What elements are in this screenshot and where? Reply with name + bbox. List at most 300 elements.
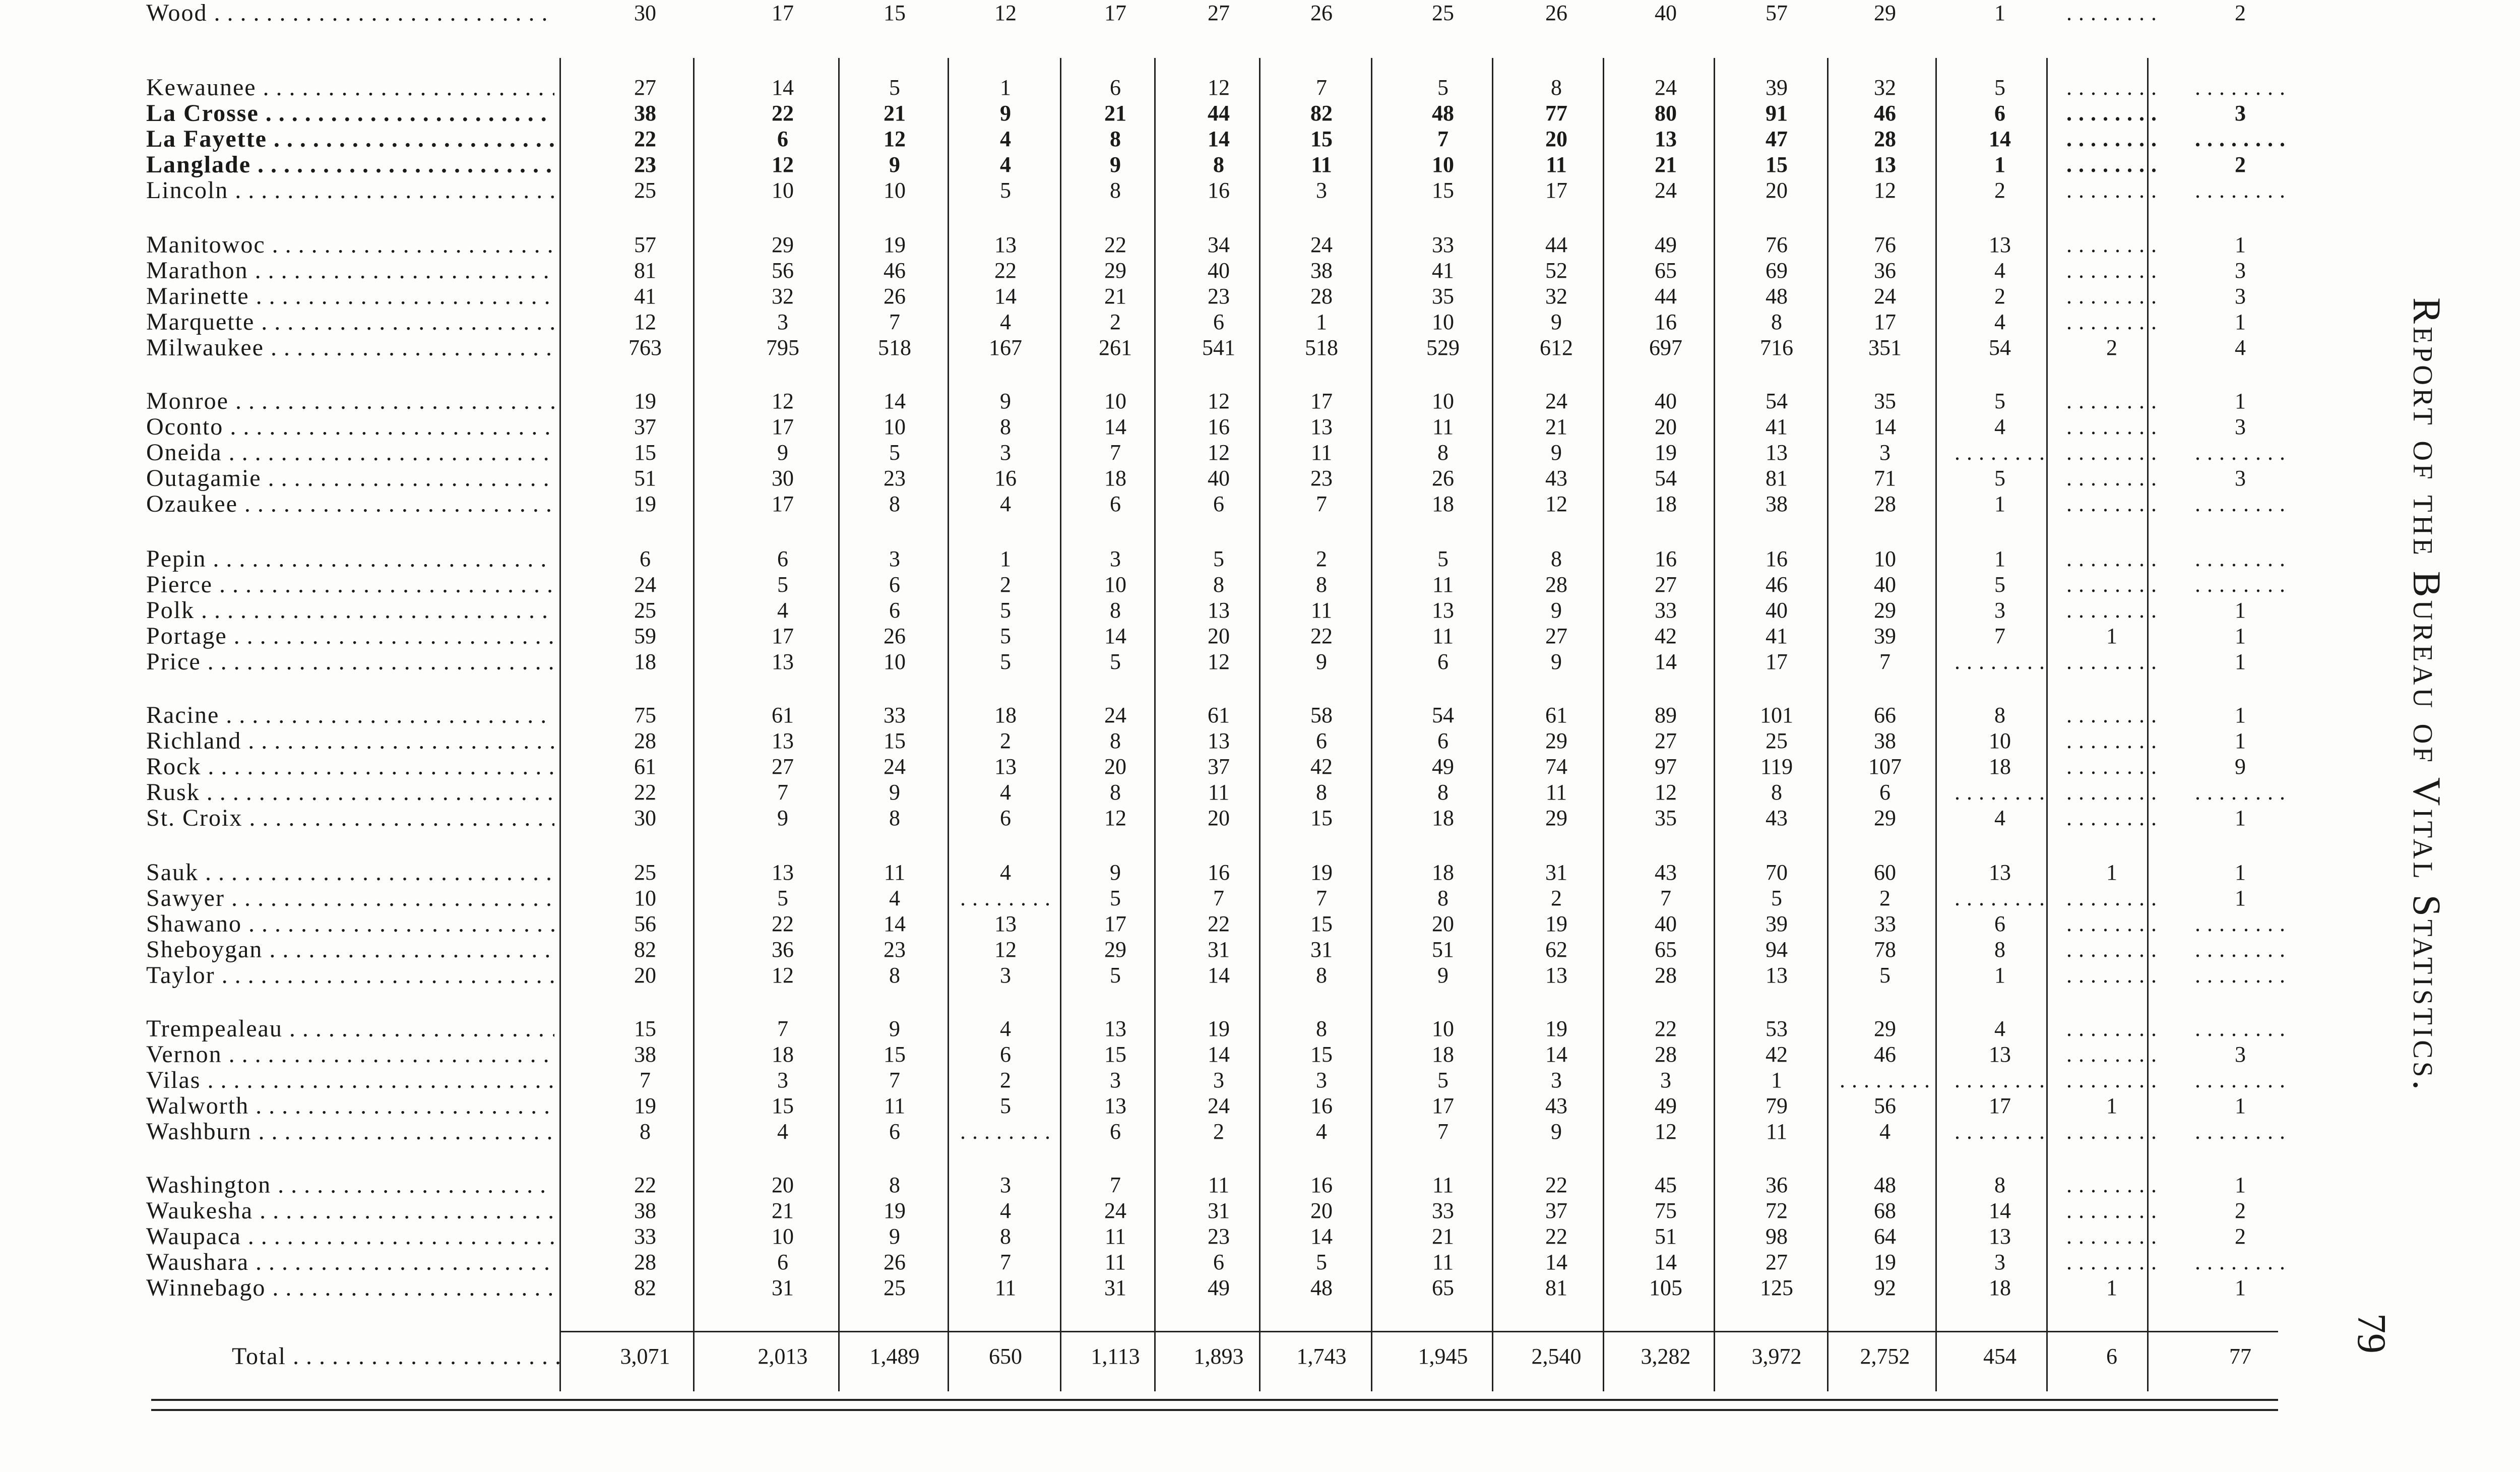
county-name: Langlade . . . bbox=[146, 152, 554, 178]
table-cell: . . . . . . . . bbox=[2195, 492, 2286, 516]
table-cell: 40 bbox=[1766, 598, 1788, 623]
table-cell: . . . . . . . . bbox=[2066, 886, 2157, 910]
table-cell: 17 bbox=[1766, 649, 1788, 674]
table-cell: . . . . . . . . bbox=[2066, 492, 2157, 516]
total-cell: 2,540 bbox=[1531, 1344, 1582, 1369]
table-cell: 1 bbox=[1994, 1, 2005, 25]
table-cell: 51 bbox=[1655, 1224, 1677, 1249]
table-cell: 54 bbox=[1766, 389, 1788, 413]
table-cell: 19 bbox=[884, 1198, 906, 1223]
table-cell: 80 bbox=[1655, 101, 1677, 126]
table-cell: 36 bbox=[1874, 258, 1896, 283]
table-cell: 17 bbox=[772, 1, 794, 25]
table-cell: 65 bbox=[1432, 1275, 1454, 1300]
county-name: Outagamie . . . bbox=[146, 465, 554, 492]
table-cell: 75 bbox=[1655, 1198, 1677, 1223]
table-cell: 12 bbox=[1655, 780, 1677, 805]
table-cell: 27 bbox=[772, 754, 794, 779]
table-cell: 10 bbox=[1874, 546, 1896, 571]
table-cell: 5 bbox=[1771, 886, 1782, 910]
table-cell: 77 bbox=[1545, 101, 1567, 126]
table-cell: 44 bbox=[1208, 101, 1230, 126]
table-cell: 10 bbox=[1432, 1016, 1454, 1041]
table-cell: 15 bbox=[1310, 1042, 1333, 1067]
table-cell: 13 bbox=[1432, 598, 1454, 623]
table-cell: 20 bbox=[1655, 414, 1677, 439]
table-cell: 16 bbox=[1208, 178, 1230, 203]
table-cell: 10 bbox=[884, 178, 906, 203]
total-cell: 1,113 bbox=[1091, 1344, 1140, 1369]
table-cell: 51 bbox=[1432, 937, 1454, 962]
table-cell: . . . . . . . . bbox=[2066, 1173, 2157, 1197]
table-cell: 6 bbox=[640, 546, 651, 571]
bottom-double-rule-bottom bbox=[151, 1409, 2278, 1411]
table-cell: 33 bbox=[1432, 232, 1454, 257]
table-cell: 4 bbox=[1000, 780, 1011, 805]
table-cell: 24 bbox=[1310, 232, 1333, 257]
table-cell: 11 bbox=[1432, 414, 1454, 439]
table-cell: 97 bbox=[1655, 754, 1677, 779]
county-name: Monroe . . . bbox=[146, 388, 554, 414]
table-cell: . . . . . . . . bbox=[2195, 937, 2286, 962]
table-cell: 5 bbox=[1437, 75, 1448, 100]
county-name: Marquette . . . bbox=[146, 309, 554, 335]
table-cell: 12 bbox=[772, 963, 794, 988]
table-cell: 59 bbox=[634, 624, 656, 648]
table-cell: 15 bbox=[772, 1093, 794, 1118]
table-cell: 25 bbox=[634, 178, 656, 203]
table-cell: 11 bbox=[1310, 440, 1333, 465]
table-cell: 15 bbox=[1310, 911, 1333, 936]
table-cell: 37 bbox=[1208, 754, 1230, 779]
table-cell: 4 bbox=[1879, 1119, 1891, 1144]
table-cell: 42 bbox=[1766, 1042, 1788, 1067]
county-name: Vernon . . . bbox=[146, 1041, 554, 1068]
table-cell: 17 bbox=[1545, 178, 1567, 203]
table-cell: 28 bbox=[1655, 1042, 1677, 1067]
table-cell: 1 bbox=[2106, 1275, 2117, 1300]
county-name: Oconto . . . bbox=[146, 414, 554, 440]
table-cell: 1 bbox=[2235, 649, 2246, 674]
county-name: Sauk . . . bbox=[146, 860, 554, 886]
county-name: Marathon . . . bbox=[146, 258, 554, 284]
table-cell: 15 bbox=[884, 728, 906, 753]
table-cell: 1 bbox=[1000, 75, 1011, 100]
table-cell: 21 bbox=[1545, 414, 1567, 439]
table-cell: 12 bbox=[1545, 492, 1567, 516]
table-cell: 11 bbox=[1432, 1250, 1454, 1274]
table-cell: 11 bbox=[1546, 152, 1567, 177]
table-cell: 6 bbox=[889, 572, 900, 597]
table-cell: 57 bbox=[1766, 1, 1788, 25]
table-cell: 8 bbox=[1437, 440, 1448, 465]
table-cell: . . . . . . . . bbox=[2066, 963, 2157, 988]
table-cell: 61 bbox=[772, 703, 794, 727]
table-cell: 14 bbox=[1208, 1042, 1230, 1067]
table-cell: 13 bbox=[772, 860, 794, 885]
county-name: Washburn . . . bbox=[146, 1119, 554, 1145]
table-cell: 11 bbox=[1432, 624, 1454, 648]
table-cell: 529 bbox=[1426, 335, 1460, 360]
table-cell: 9 bbox=[889, 1016, 900, 1041]
table-cell: 39 bbox=[1766, 911, 1788, 936]
county-name: Manitowoc . . . bbox=[146, 232, 554, 258]
table-cell: 7 bbox=[1994, 624, 2005, 648]
county-name: Ozaukee . . . bbox=[146, 491, 554, 517]
county-name: Sheboygan . . . bbox=[146, 937, 554, 963]
table-cell: 18 bbox=[1432, 860, 1454, 885]
table-cell: 15 bbox=[634, 440, 656, 465]
county-name: Taylor . . . bbox=[146, 962, 554, 989]
table-cell: 1 bbox=[2106, 624, 2117, 648]
table-cell: 1 bbox=[2235, 624, 2246, 648]
table-cell: 41 bbox=[1766, 624, 1788, 648]
table-cell: 91 bbox=[1766, 101, 1788, 126]
table-cell: 7 bbox=[1316, 492, 1327, 516]
table-row bbox=[0, 100, 2278, 127]
total-cell: 1,743 bbox=[1296, 1344, 1347, 1369]
table-cell: 27 bbox=[1208, 1, 1230, 25]
total-cell: 3,071 bbox=[620, 1344, 670, 1369]
table-cell: 10 bbox=[772, 178, 794, 203]
table-row bbox=[0, 572, 2286, 598]
table-cell: 52 bbox=[1545, 258, 1567, 283]
table-cell: 20 bbox=[1766, 178, 1788, 203]
table-cell: 31 bbox=[1208, 1198, 1230, 1223]
county-name: Waushara . . . bbox=[146, 1249, 554, 1275]
table-cell: 6 bbox=[1316, 728, 1327, 753]
table-cell: 1 bbox=[2235, 860, 2246, 885]
table-cell: 8 bbox=[1110, 178, 1121, 203]
table-cell: 17 bbox=[772, 414, 794, 439]
table-row bbox=[0, 1249, 2286, 1275]
table-cell: 17 bbox=[772, 492, 794, 516]
table-row bbox=[0, 1198, 2278, 1224]
table-row bbox=[0, 702, 2278, 728]
table-cell: . . . . . . . . bbox=[2195, 440, 2286, 465]
county-name: La Crosse . . . bbox=[146, 100, 554, 127]
table-cell: 56 bbox=[634, 911, 656, 936]
table-row bbox=[0, 1093, 2278, 1119]
table-cell: 167 bbox=[989, 335, 1022, 360]
table-cell: 35 bbox=[1432, 284, 1454, 309]
table-cell: 1 bbox=[2235, 1093, 2246, 1118]
county-name: St. Croix . . . bbox=[146, 805, 554, 831]
table-cell: 11 bbox=[1432, 572, 1454, 597]
table-cell: 23 bbox=[1208, 1224, 1230, 1249]
table-cell: 24 bbox=[1545, 389, 1567, 413]
table-row bbox=[0, 1223, 2278, 1250]
table-cell: 37 bbox=[1545, 1198, 1567, 1223]
table-cell: 19 bbox=[1655, 440, 1677, 465]
table-cell: 4 bbox=[1000, 127, 1011, 151]
table-cell: 4 bbox=[1000, 1016, 1011, 1041]
table-cell: . . . . . . . . bbox=[960, 886, 1051, 910]
table-cell: 39 bbox=[1874, 624, 1896, 648]
table-cell: 795 bbox=[766, 335, 799, 360]
table-cell: 3 bbox=[1879, 440, 1891, 465]
table-cell: 3 bbox=[777, 1068, 788, 1092]
table-cell: 98 bbox=[1766, 1224, 1788, 1249]
table-cell: 8 bbox=[1213, 152, 1224, 177]
table-cell: 5 bbox=[1110, 886, 1121, 910]
table-cell: . . . . . . . . bbox=[2195, 1016, 2286, 1041]
table-cell: 14 bbox=[1545, 1250, 1567, 1274]
table-cell: 89 bbox=[1655, 703, 1677, 727]
table-cell: 4 bbox=[777, 1119, 788, 1144]
table-cell: 14 bbox=[884, 911, 906, 936]
table-cell: 25 bbox=[634, 860, 656, 885]
table-cell: 13 bbox=[772, 649, 794, 674]
table-cell: . . . . . . . . bbox=[1955, 1068, 2045, 1092]
table-cell: 105 bbox=[1649, 1275, 1682, 1300]
table-cell: 3 bbox=[2235, 101, 2246, 126]
table-cell: 1 bbox=[2235, 389, 2246, 413]
table-cell: 30 bbox=[772, 466, 794, 490]
table-row bbox=[0, 911, 2286, 937]
county-name: La Fayette . . . bbox=[146, 126, 554, 152]
table-cell: 7 bbox=[1110, 1173, 1121, 1197]
table-row bbox=[0, 1172, 2278, 1198]
table-cell: 24 bbox=[1208, 1093, 1230, 1118]
table-cell: 12 bbox=[1874, 178, 1896, 203]
table-cell: 8 bbox=[1771, 310, 1782, 334]
county-name: Washington . . . bbox=[146, 1172, 554, 1198]
table-cell: 1 bbox=[2235, 598, 2246, 623]
county-name: Waukesha . . . bbox=[146, 1198, 554, 1224]
table-cell: 6 bbox=[1213, 310, 1224, 334]
table-cell: 29 bbox=[1874, 598, 1896, 623]
table-cell: 32 bbox=[1874, 75, 1896, 100]
table-cell: 19 bbox=[634, 492, 656, 516]
table-cell: 8 bbox=[1551, 75, 1562, 100]
table-cell: 17 bbox=[1989, 1093, 2011, 1118]
table-cell: . . . . . . . . bbox=[2066, 101, 2157, 126]
table-cell: 31 bbox=[1545, 860, 1567, 885]
table-cell: . . . . . . . . bbox=[2066, 1198, 2157, 1223]
table-cell: 22 bbox=[772, 911, 794, 936]
table-cell: . . . . . . . . bbox=[2066, 728, 2157, 753]
table-cell: 38 bbox=[634, 101, 656, 126]
table-cell: 13 bbox=[1989, 860, 2011, 885]
county-name: Trempealeau . . . bbox=[146, 1016, 554, 1042]
table-cell: 13 bbox=[1989, 1224, 2011, 1249]
table-cell: 2 bbox=[1551, 886, 1562, 910]
table-cell: 16 bbox=[1310, 1173, 1333, 1197]
table-cell: . . . . . . . . bbox=[2195, 911, 2286, 936]
table-cell: 8 bbox=[1316, 1016, 1327, 1041]
table-cell: 17 bbox=[772, 624, 794, 648]
table-cell: 1 bbox=[1994, 546, 2005, 571]
table-cell: 22 bbox=[1104, 232, 1126, 257]
table-cell: 33 bbox=[634, 1224, 656, 1249]
table-cell: 1 bbox=[2235, 703, 2246, 727]
table-cell: 18 bbox=[1655, 492, 1677, 516]
table-cell: 21 bbox=[884, 101, 906, 126]
table-cell: 13 bbox=[994, 754, 1017, 779]
table-cell: 1 bbox=[2235, 1173, 2246, 1197]
table-cell: 46 bbox=[1874, 101, 1896, 126]
table-row bbox=[0, 258, 2278, 284]
table-cell: 6 bbox=[777, 546, 788, 571]
table-cell: 13 bbox=[1104, 1016, 1126, 1041]
total-cell: 1,893 bbox=[1193, 1344, 1244, 1369]
table-row bbox=[0, 440, 2286, 466]
table-cell: 7 bbox=[1316, 886, 1327, 910]
table-cell: 5 bbox=[1437, 1068, 1448, 1092]
table-cell: . . . . . . . . bbox=[960, 1119, 1051, 1144]
table-cell: 11 bbox=[884, 1093, 906, 1118]
table-cell: 15 bbox=[1310, 806, 1333, 830]
table-cell: 65 bbox=[1655, 937, 1677, 962]
table-cell: 5 bbox=[889, 75, 900, 100]
table-cell: . . . . . . . . bbox=[2195, 1250, 2286, 1274]
table-cell: . . . . . . . . bbox=[1955, 1119, 2045, 1144]
table-cell: 31 bbox=[772, 1275, 794, 1300]
table-cell: 9 bbox=[1316, 649, 1327, 674]
county-name: Marinette . . . bbox=[146, 283, 554, 310]
table-cell: 23 bbox=[884, 466, 906, 490]
table-cell: 697 bbox=[1649, 335, 1682, 360]
county-name: Waupaca . . . bbox=[146, 1223, 554, 1250]
table-cell: 76 bbox=[1874, 232, 1896, 257]
table-cell: 14 bbox=[1874, 414, 1896, 439]
table-cell: 36 bbox=[772, 937, 794, 962]
table-cell: 13 bbox=[1766, 440, 1788, 465]
table-cell: 4 bbox=[1994, 414, 2005, 439]
table-cell: 26 bbox=[884, 624, 906, 648]
running-title: Report of the Bureau of Vital Statistics. bbox=[2405, 297, 2449, 1093]
table-cell: 10 bbox=[1432, 152, 1454, 177]
table-cell: 35 bbox=[1874, 389, 1896, 413]
table-cell: 49 bbox=[1655, 232, 1677, 257]
table-cell: 8 bbox=[1316, 572, 1327, 597]
table-cell: . . . . . . . . bbox=[2066, 152, 2157, 177]
table-cell: 22 bbox=[634, 780, 656, 805]
table-cell: 13 bbox=[994, 232, 1017, 257]
table-cell: 2 bbox=[1994, 284, 2005, 309]
table-cell: 68 bbox=[1874, 1198, 1896, 1223]
table-cell: 14 bbox=[1655, 649, 1677, 674]
table-row bbox=[0, 388, 2278, 414]
table-cell: 27 bbox=[1655, 728, 1677, 753]
table-cell: 18 bbox=[1432, 492, 1454, 516]
table-cell: 22 bbox=[994, 258, 1017, 283]
table-cell: 24 bbox=[884, 754, 906, 779]
table-cell: 107 bbox=[1868, 754, 1902, 779]
table-row bbox=[0, 491, 2286, 517]
table-cell: 12 bbox=[1655, 1119, 1677, 1144]
table-row bbox=[0, 779, 2286, 806]
table-cell: 612 bbox=[1540, 335, 1573, 360]
table-cell: 16 bbox=[1310, 1093, 1333, 1118]
table-cell: 2 bbox=[1000, 572, 1011, 597]
table-cell: 8 bbox=[1994, 937, 2005, 962]
table-row bbox=[0, 754, 2278, 780]
table-cell: 7 bbox=[1110, 440, 1121, 465]
table-cell: . . . . . . . . bbox=[2195, 780, 2286, 805]
table-cell: 119 bbox=[1760, 754, 1793, 779]
table-cell: 26 bbox=[1310, 1, 1333, 25]
table-cell: 11 bbox=[1310, 598, 1333, 623]
table-cell: 92 bbox=[1874, 1275, 1896, 1300]
table-cell: . . . . . . . . bbox=[2066, 572, 2157, 597]
table-cell: 13 bbox=[1208, 728, 1230, 753]
table-cell: 14 bbox=[1104, 414, 1126, 439]
table-cell: 8 bbox=[1994, 1173, 2005, 1197]
table-cell: 17 bbox=[1104, 911, 1126, 936]
table-cell: 94 bbox=[1766, 937, 1788, 962]
table-cell: 23 bbox=[1208, 284, 1230, 309]
table-cell: 48 bbox=[1432, 101, 1454, 126]
table-cell: 56 bbox=[1874, 1093, 1896, 1118]
table-cell: 26 bbox=[1432, 466, 1454, 490]
table-cell: 4 bbox=[777, 598, 788, 623]
table-cell: 5 bbox=[1994, 572, 2005, 597]
table-cell: 4 bbox=[1000, 860, 1011, 885]
table-cell: 11 bbox=[1766, 1119, 1788, 1144]
total-cell: 2,013 bbox=[758, 1344, 808, 1369]
total-cell: 77 bbox=[2229, 1344, 2251, 1369]
table-row bbox=[0, 885, 2278, 911]
table-cell: 48 bbox=[1766, 284, 1788, 309]
table-cell: 19 bbox=[634, 389, 656, 413]
table-cell: 13 bbox=[994, 911, 1017, 936]
table-cell: 5 bbox=[1213, 546, 1224, 571]
table-cell: . . . . . . . . bbox=[2066, 232, 2157, 257]
table-cell: 10 bbox=[1104, 389, 1126, 413]
table-cell: 20 bbox=[1545, 127, 1567, 151]
table-cell: 5 bbox=[1437, 546, 1448, 571]
table-cell: 7 bbox=[889, 310, 900, 334]
table-cell: 13 bbox=[1310, 414, 1333, 439]
table-cell: 16 bbox=[1655, 310, 1677, 334]
table-cell: 5 bbox=[1316, 1250, 1327, 1274]
table-cell: 12 bbox=[634, 310, 656, 334]
table-cell: 716 bbox=[1760, 335, 1793, 360]
table-cell: 4 bbox=[889, 886, 900, 910]
table-cell: 28 bbox=[1545, 572, 1567, 597]
table-cell: 6 bbox=[1879, 780, 1891, 805]
table-cell: 1 bbox=[1994, 492, 2005, 516]
county-name: Vilas . . . bbox=[146, 1067, 554, 1093]
table-cell: 1 bbox=[2235, 886, 2246, 910]
table-cell: 8 bbox=[1000, 414, 1011, 439]
table-row bbox=[0, 860, 2278, 886]
table-row bbox=[0, 546, 2286, 572]
table-cell: 5 bbox=[1994, 75, 2005, 100]
table-cell: 6 bbox=[1437, 649, 1448, 674]
table-cell: . . . . . . . . bbox=[2066, 649, 2157, 674]
table-cell: 7 bbox=[1316, 75, 1327, 100]
table-cell: 1 bbox=[2106, 860, 2117, 885]
table-row bbox=[0, 623, 2278, 649]
table-cell: 42 bbox=[1310, 754, 1333, 779]
table-row bbox=[0, 152, 2278, 178]
table-cell: 5 bbox=[1000, 649, 1011, 674]
table-cell: . . . . . . . . bbox=[2195, 1068, 2286, 1092]
table-cell: 71 bbox=[1874, 466, 1896, 490]
table-cell: . . . . . . . . bbox=[2066, 75, 2157, 100]
table-cell: 8 bbox=[1316, 963, 1327, 988]
county-name: Racine . . . bbox=[146, 702, 554, 728]
table-cell: 31 bbox=[1104, 1275, 1126, 1300]
table-cell: 2 bbox=[1110, 310, 1121, 334]
table-cell: 48 bbox=[1310, 1275, 1333, 1300]
table-cell: 15 bbox=[634, 1016, 656, 1041]
table-cell: 22 bbox=[1655, 1016, 1677, 1041]
county-name: Pepin . . . bbox=[146, 546, 554, 572]
